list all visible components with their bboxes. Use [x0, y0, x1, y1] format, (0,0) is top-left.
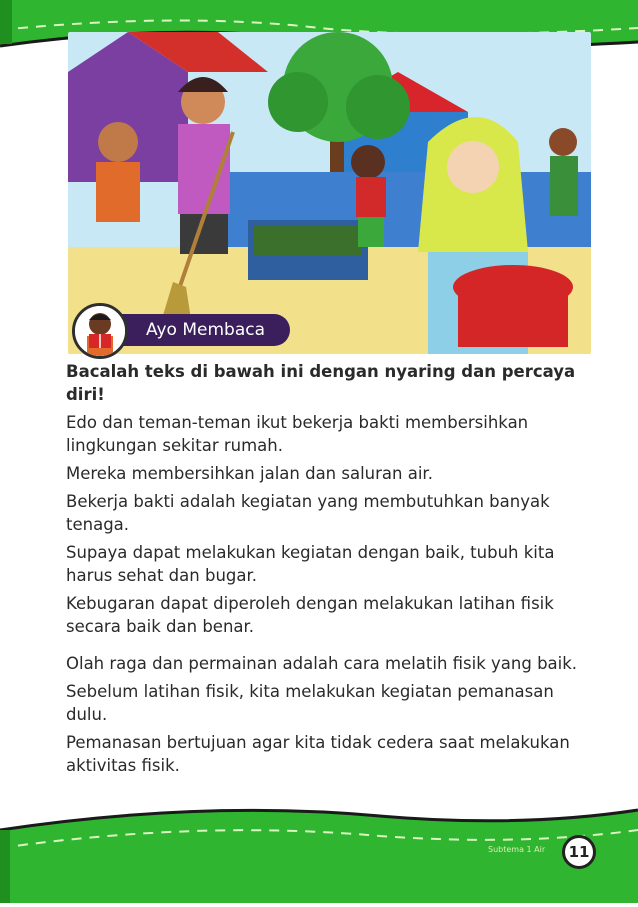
- book-title: Subtema 1 Air: [488, 845, 546, 854]
- paragraph: Edo dan teman-teman ikut bekerja bakti membersihkan lingkungan sekitar rumah.: [66, 413, 529, 455]
- reading-text: [66, 360, 598, 782]
- paragraph: Sebelum latihan fisik, kita melakukan kegiatan pemanasan dulu.: [66, 682, 554, 724]
- paragraph: Bekerja bakti adalah kegiatan yang membutuhkan banyak tenaga.: [66, 492, 550, 534]
- page-number: 11: [562, 835, 596, 869]
- ayo-membaca-badge: [72, 303, 302, 359]
- paragraph: Olah raga dan permainan adalah cara melatih fisik yang baik.: [66, 654, 578, 673]
- reading-child-icon: [72, 303, 128, 359]
- paragraph: Pemanasan bertujuan agar kita tidak cedera saat melakukan aktivitas fisik.: [66, 733, 570, 775]
- paragraph: Kebugaran dapat diperoleh dengan melakukan latihan fisik secara baik dan benar.: [66, 594, 554, 636]
- instruction-heading: Bacalah teks di bawah ini dengan nyaring dan percaya diri!: [66, 362, 576, 404]
- paragraph: Mereka membersihkan jalan dan saluran air.: [66, 464, 433, 483]
- paragraph: Supaya dapat melakukan kegiatan dengan baik, tubuh kita harus sehat dan bugar.: [66, 543, 555, 585]
- badge-label: Ayo Membaca: [112, 314, 290, 346]
